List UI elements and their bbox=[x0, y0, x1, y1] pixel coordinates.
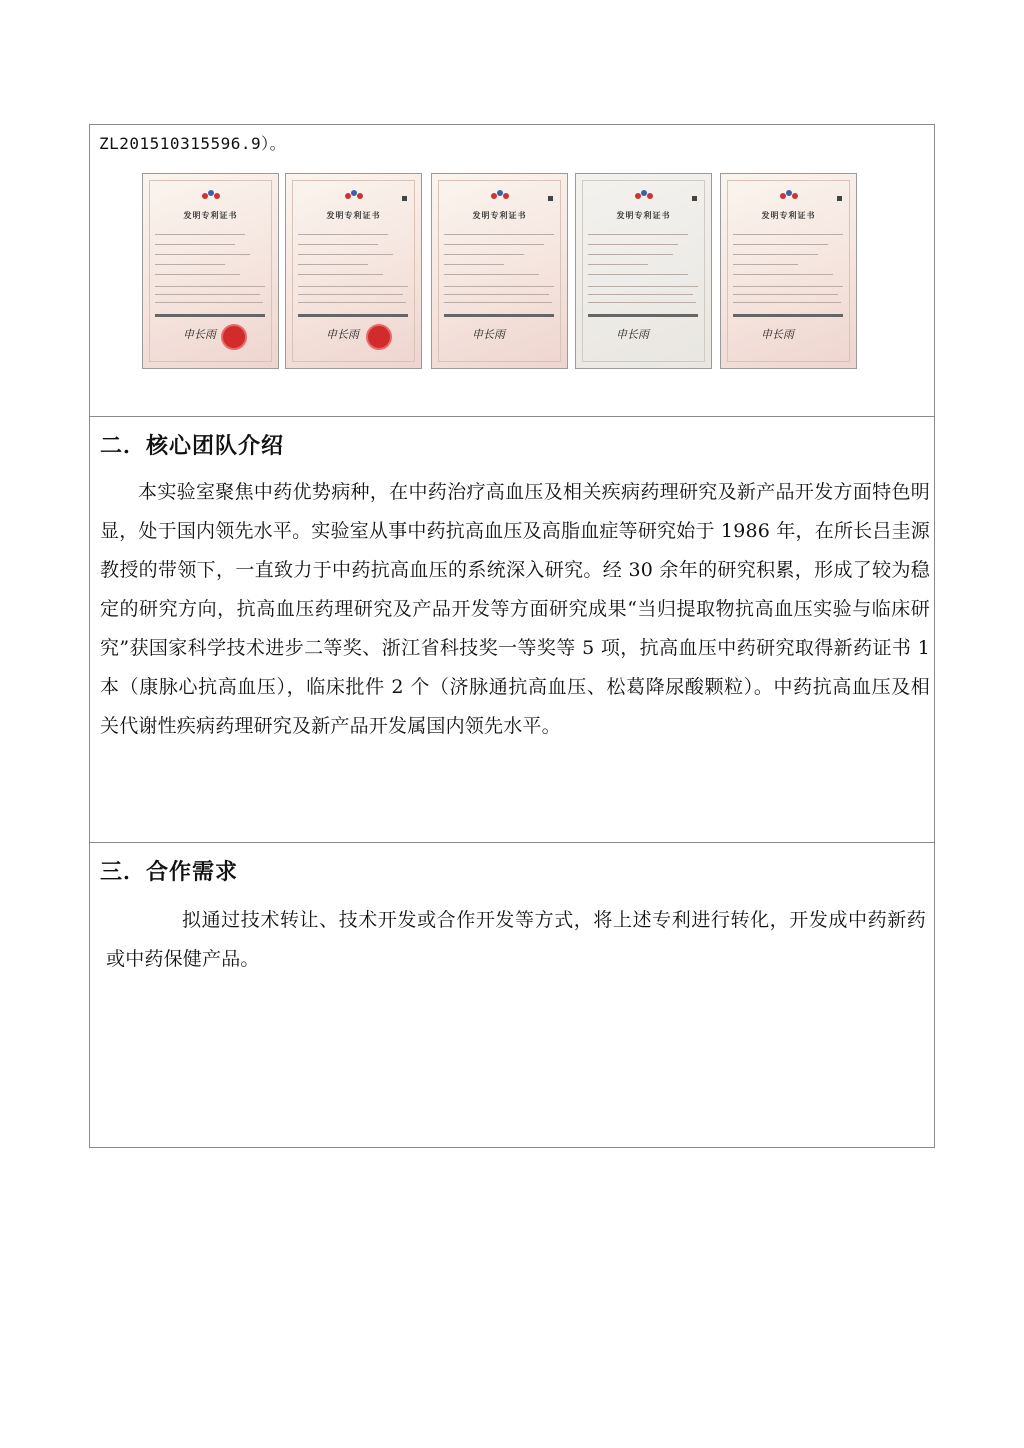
patent-certificate-image bbox=[575, 173, 712, 369]
certificate-signature: 申长雨 bbox=[326, 328, 359, 341]
official-seal bbox=[221, 324, 247, 350]
patent-certificate-image bbox=[285, 173, 422, 369]
certificate-title: 发明专利证书 bbox=[183, 211, 238, 220]
certificate-signature: 申长雨 bbox=[616, 328, 649, 341]
qr-code-icon bbox=[400, 194, 409, 203]
qr-code-icon bbox=[546, 194, 555, 203]
certificate-signature: 申长雨 bbox=[761, 328, 794, 341]
content-table bbox=[89, 124, 935, 1148]
patent-office-logo-icon bbox=[778, 188, 800, 204]
patent-certificate-image bbox=[142, 173, 279, 369]
certificate-signature: 申长雨 bbox=[183, 328, 216, 341]
qr-code-icon bbox=[835, 194, 844, 203]
certificate-title: 发明专利证书 bbox=[761, 211, 816, 220]
team-section bbox=[90, 417, 934, 843]
qr-code-icon bbox=[690, 194, 699, 203]
certificate-title: 发明专利证书 bbox=[616, 211, 671, 220]
patent-office-logo-icon bbox=[633, 188, 655, 204]
certificate-gallery bbox=[142, 173, 858, 369]
patent-certificate-image bbox=[720, 173, 857, 369]
section-heading-cooperation: 三．合作需求 bbox=[100, 860, 239, 885]
patent-office-logo-icon bbox=[343, 188, 365, 204]
certificate-title: 发明专利证书 bbox=[472, 211, 527, 220]
patent-office-logo-icon bbox=[489, 188, 511, 204]
cooperation-section bbox=[90, 843, 934, 1147]
certificate-title: 发明专利证书 bbox=[326, 211, 381, 220]
cooperation-description: 拟通过技术转让、技术开发或合作开发等方式，将上述专利进行转化，开发成中药新药或中药保健产品。 bbox=[106, 909, 926, 970]
patent-row bbox=[90, 125, 934, 417]
section-heading-team: 二．核心团队介绍 bbox=[100, 434, 285, 459]
patent-certificate-image bbox=[431, 173, 568, 369]
certificate-signature: 申长雨 bbox=[472, 328, 505, 341]
team-description: 本实验室聚焦中药优势病种，在中药治疗高血压及相关疾病药理研究及新产品开发方面特色明显，处于国内领先水平。实验室从事中药抗高血压及高脂血症等研究始于 1986 年，在所长吕圭源教授的带领下，一直致力于中药抗高血压的系统深入研究。经 30 余年的研究积累，形成了较为稳定的研究方向，抗高血压药理研究及产品开发等方面研究成果“当归提取物抗高血压实验与临床研究”获国家科学技术进步二等奖、浙江省科技奖一等奖等 5 项，抗高血压中药研究取得新药证书 1 本（康脉心抗高血压），临床批件 2 个（济脉通抗高血压、松葛降尿酸颗粒）。中药抗高血压及相关代谢性疾病药理研究及新产品开发属国内领先水平。 bbox=[100, 481, 930, 737]
patent-office-logo-icon bbox=[200, 188, 222, 204]
official-seal bbox=[366, 324, 392, 350]
patent-number-text: ZL201510315596.9）。 bbox=[99, 134, 287, 153]
